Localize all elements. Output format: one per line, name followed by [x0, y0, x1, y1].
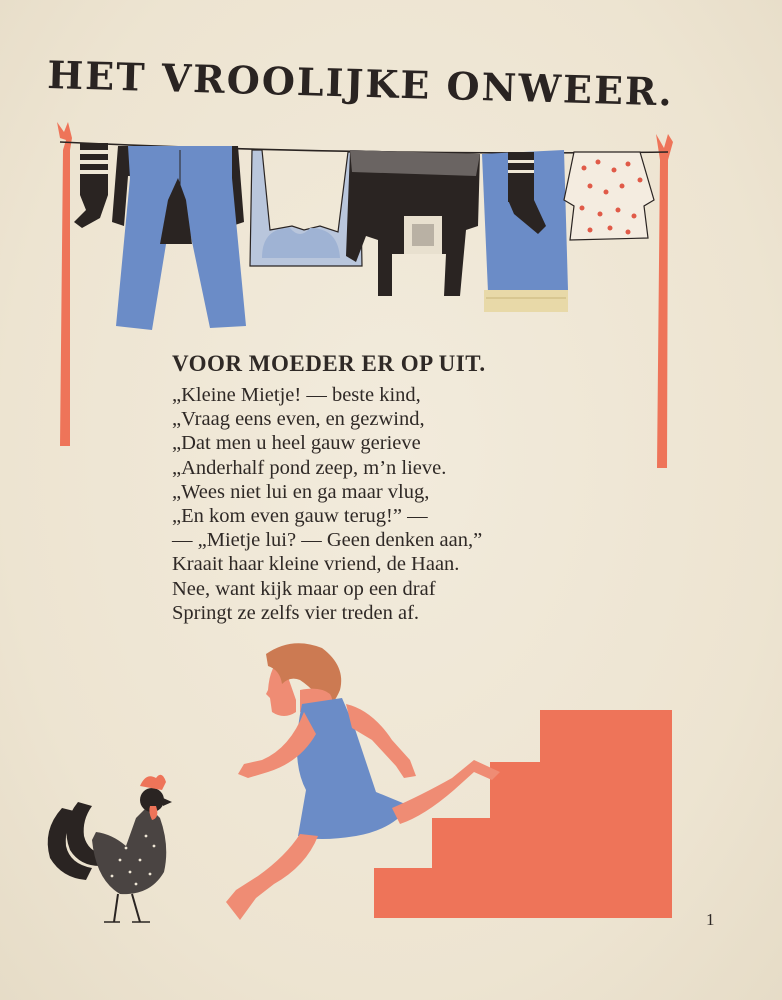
blue-trousers: [116, 146, 246, 330]
poem-line: „Kleine Mietje! — beste kind,: [172, 384, 421, 406]
left-pole: [57, 122, 72, 446]
dark-cardigan: [346, 150, 480, 296]
polka-dot-dress: [564, 152, 654, 240]
poem-line: Nee, want kijk maar op een draf: [172, 577, 436, 600]
poem-text: [172, 383, 482, 625]
poem-line: „Anderhalf pond zeep, m’n lieve.: [172, 456, 447, 479]
poem-line: — „Mietje lui? — Geen denken aan,”: [172, 529, 483, 552]
section-heading: VOOR MOEDER ER OP UIT.: [172, 351, 486, 376]
right-pole: [656, 134, 673, 468]
poem-line: „En kom even gauw terug!” —: [172, 505, 428, 528]
rooster-illustration: [48, 775, 172, 922]
poem-line: „Vraag eens even, en gezwind,: [172, 408, 425, 431]
speckled-apron: [250, 150, 362, 266]
page-number: 1: [706, 910, 715, 929]
poem-line: „Dat men u heel gauw gerieve: [172, 432, 421, 455]
striped-sock: [74, 143, 108, 228]
poem-line: Springt ze zelfs vier treden af.: [172, 601, 420, 624]
poem-line: Kraait haar kleine vriend, de Haan.: [172, 553, 460, 576]
poem-line: „Wees niet lui en ga maar vlug,: [172, 480, 430, 503]
page-title: HET VROOLIJKE ONWEER.: [46, 52, 675, 115]
